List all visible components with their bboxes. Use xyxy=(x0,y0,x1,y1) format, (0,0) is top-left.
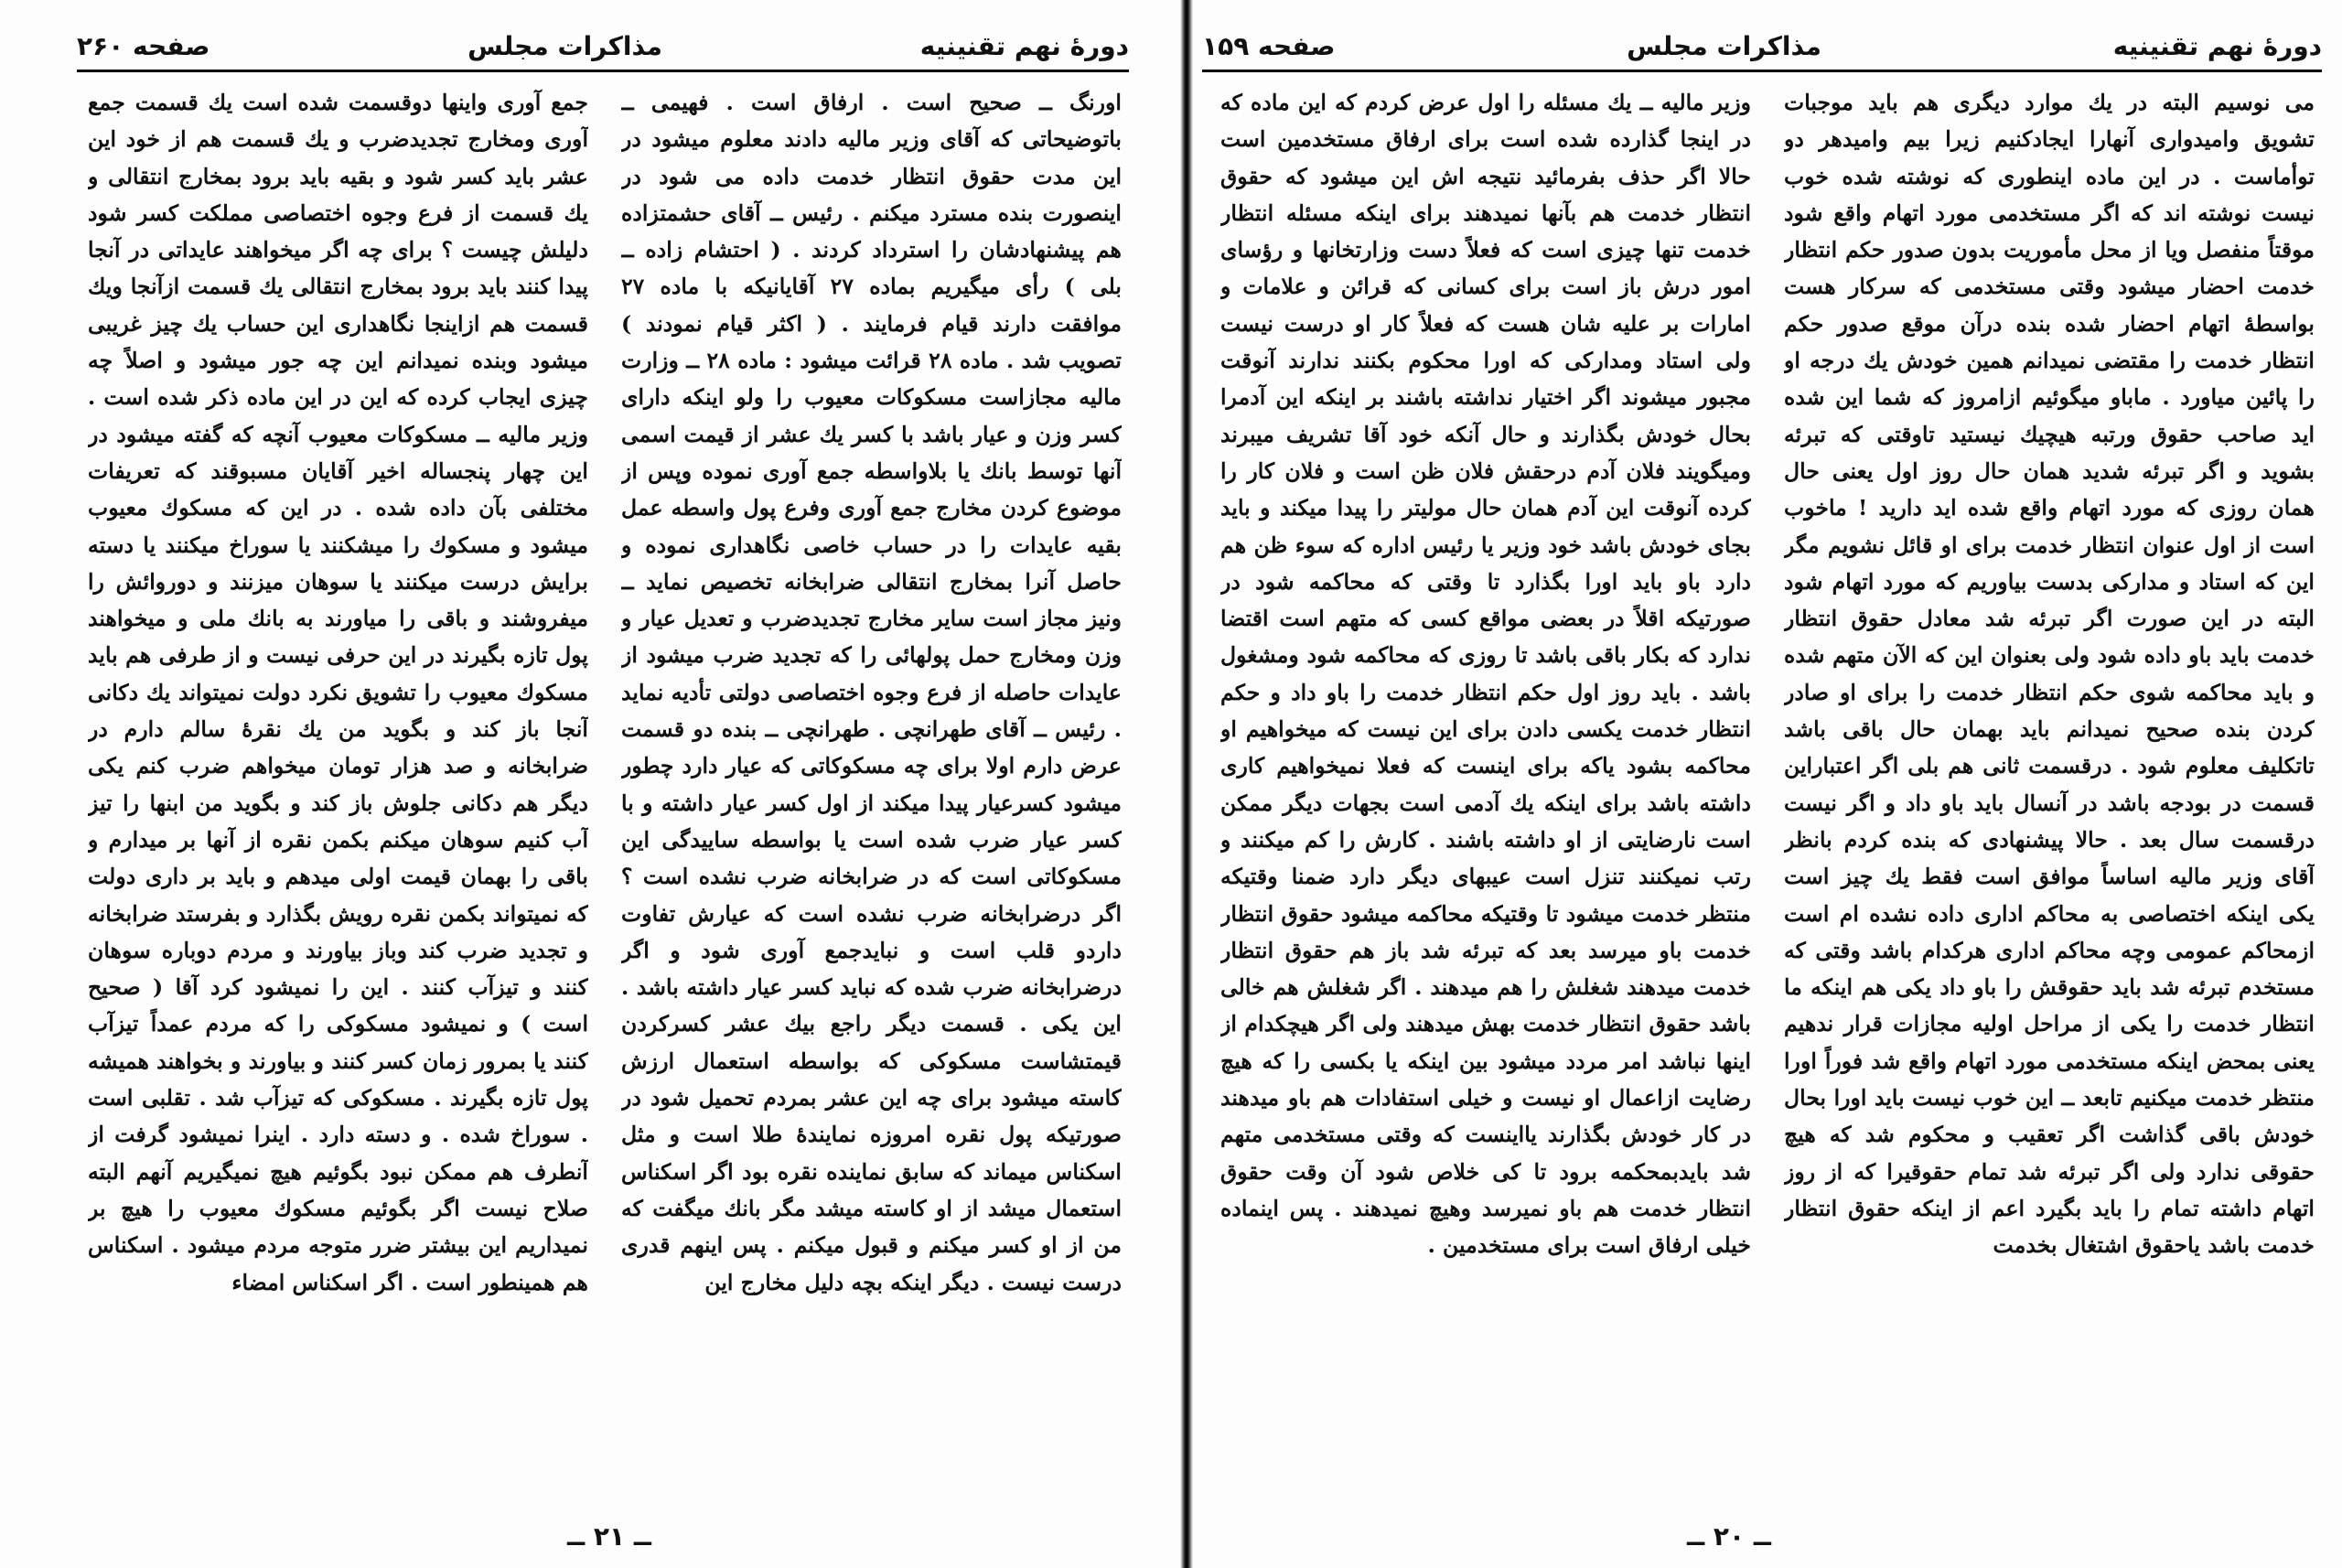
book-gutter xyxy=(1180,0,1193,1568)
text-column-left xyxy=(88,84,588,1504)
page-number-label: صفحه ۲۶۰ xyxy=(77,30,210,61)
journal-title: مذاکرات مجلس xyxy=(1627,30,1821,61)
page-header xyxy=(1202,24,2322,68)
page-header xyxy=(77,24,1129,68)
text-column-right xyxy=(621,84,1122,1504)
column-text: اورنگ ــ صحیح است . ارفاق است . فهیمی ــ باتوضیحاتی که آقای وزیر مالیه دادند معلوم میشود در این مدت حقوق انتظار خدمت داده می شود در اینصورت بنده مسترد میکنم . رئیس ــ آقای حشمتزاده هم پیشنهادشان را استرداد کردند . ( احتشام زاده ــ بلی ) رأی میگیریم بماده ۲۷ آقایانیکه با ماده ۲۷ موافقت دارند قیام فرمایند . ( اکثر قیام نمودند ) تصویب شد . ماده ۲۸ قرائت میشود : ماده ۲۸ ــ وزارت مالیه مجازاست مسکوکات معیوب را ولو اینکه دارای کسر وزن و عیار باشد با کسر یك عشر از قیمت اسمی آنها توسط بانك یا بلاواسطه جمع آوری نموده وپس از موضوع کردن مخارج جمع آوری وفرع پول واسطه عمل بقیه عایدات را در حساب خاصی نگاهداری نموده و حاصل آنرا بمخارج انتقالی ضرابخانه تخصیص نماید ــ ونیز مجاز است سایر مخارج تجدیدضرب و تعدیل عیار و وزن ومخارج حمل پولهائی را که تجدید ضرب میشود از عایدات حاصله از فرع وجوه اختصاصی دولتی تأدیه نماید . رئیس ــ آقای طهرانچی . طهرانچی ــ بنده دو قسمت عرض دارم اولا برای چه مسکوکاتی که عیار دارد چطور میشود کسرعیار پیدا میکند از اول کسر عیار داشته و با کسر عیار ضرب شده است یا بواسطه ساییدگی این مسکوکاتی است که در ضرابخانه ضرب نشده است ؟ اگر درضرابخانه ضرب نشده است که عیارش تفاوت داردو قلب است و نبایدجمع آوری شود و اگر درضرابخانه ضرب شده که نباید کسر عیار داشته باشد . این یکی . قسمت دیگر راجع بیك عشر کسرکردن قیمتشاست مسکوکی که بواسطه استعمال ارزش کاسته میشود برای چه این عشر بمردم تحمیل شود در صورتیکه پول نقره امروزه نمایندهٔ طلا است و مثل اسکناس میماند که سابق نماینده نقره بود اگر اسکناس استعمال میشد از او کاسته میشد مگر بانك میگفت که من از او کسر میکنم و قبول میکنم . پس اینهم قدری درست نیست . دیگر اینکه بچه دلیل مخارج این xyxy=(621,90,1122,1295)
column-text: جمع آوری واینها دوقسمت شده است یك قسمت جمع آوری ومخارج تجدیدضرب و یك قسمت هم از خود این عشر باید کسر شود و بقیه باید برود بمخارج انتقالی و یك قسمت از فرع وجوه اختصاصی مملکت کسر شود دلیلش چیست ؟ برای چه اگر میخواهند عایداتی در آنجا پیدا کنند باید برود بمخارج انتقالی یك قسمت ازآنجا ویك قسمت هم ازاینجا نگاهداری این حساب یك چیز غریبی میشود وبنده نمیدانم این چه جور میشود و اصلاً چه چیزی ایجاب کرده که این در این ماده ذکر شده است . وزیر مالیه ــ مسکوکات معیوب آنچه که گفته میشود در این چهار پنجساله اخیر آقایان مسبوقند که تعریفات مختلفی بآن داده شده . در این که مسکوك معیوب میشود و مسکوك را میشکنند یا سوراخ میکنند یا دسته برایش درست میکنند یا سوهان میزنند و دوروائش را میفروشند و باقی را میاورند به بانك ملی و میخواهند پول تازه بگیرند در این حرفی نیست و از طرفی هم باید مسکوك معیوب را تشویق نکرد دولت نمیتواند یك دکانی آنجا باز کند و بگوید من یك نقرهٔ سالم دارم در ضرابخانه و صد هزار تومان میخواهم ضرب کنم یکی دیگر هم دکانی جلوش باز کند و بگوید من ابنها را تیز آب کنیم سوهان میکنم بکمن نقره از آنها بر میدارم و باقی را بهمان قیمت اولی میدهم و باید بر داری دولت که نمیتواند بکمن نقره رویش بگذارد و بفرستد ضرابخانه و تجدید ضرب کند وباز بیاورند و مردم دوباره سوهان کنند و تیزآب کنند . این را نمیشود کرد آقا ( صحیح است ) و نمیشود مسکوکی را که مردم عمداً تیزآب کنند یا بمرور زمان کسر کنند و بیاورند و بخواهند همیشه پول تازه بگیرند . مسکوکی که تیزآب شد . تقلبی است . سوراخ شده . و دسته دارد . اینرا نمیشود گرفت از آنطرف هم ممکن نبود بگوئیم هیچ نمیگیریم آنهم البته صلاح نیست اگر بگوئیم مسکوك معیوب را هیچ بر نمیداریم این بیشتر ضرر متوجه مردم میشود . اسکناس هم همینطور است . اگر اسکناس امضاء xyxy=(88,90,588,1295)
page-footer-number: ــ ۲۰ ــ xyxy=(1687,1521,1771,1552)
right-page xyxy=(1193,0,2342,1568)
column-text: وزیر مالیه ــ یك مسئله را اول عرض کردم که این ماده که در اینجا گذارده شده است برای ارفاق مستخدمین است حالا اگر حذف بفرمائید نتیجه اش این میشود که حقوق انتظار خدمت هم بآنها نمیدهند برای اینکه مسئله انتظار خدمت تنها چیزی است که فعلاً دست وزارتخانها و رؤسای امور درش باز است برای کسانی که قرائن و علامات و امارات بر علیه شان هست که فعلاً کار او درست نیست ولی استاد ومدارکی که اورا محکوم بکنند ندارند آنوقت مجبور میشوند اگر اختیار نداشته باشند بر اینکه این آدمرا بحال خودش بگذارند و حال آنکه خود آقا تشریف میبرند ومیگویند فلان آدم درحقش فلان ظن است و فلان کار را کرده آنوقت این آدم همان حال مولیتر را پیدا میکند و باید بجای خودش باشد خود وزیر یا رئیس اداره که سوء ظن هم دارد باو باید اورا بگذارد تا وقتی که محاکمه شود در صورتیکه اقلاً در بعضی مواقع کسی که متهم است اقتضا ندارد که بکار باقی باشد تا روزی که محاکمه شود ومشغول باشد . باید روز اول حکم انتظار خدمت را باو داد و حکم انتظار خدمت یکسی دادن برای این نیست که میخواهیم او محاکمه بشود یاکه برای اینست که فعلا نمیخواهیم کاری داشته باشد برای اینکه یك آدمی است بجهات دیگر ممکن است نارضایتی از او داشته باشند . کارش را کم میکنند و رتب نمیکنند تنزل است عیبهای دیگر دارد ضمنا وقتیکه منتظر خدمت میشود تا وقتیکه محاکمه میشود حقوق انتظار خدمت باو میرسد بعد که تبرئه شد باز هم حقوق انتظار خدمت میدهند شغلش را هم میدهند . اگر شغلش هم خالی باشد حقوق انتظار خدمت بهش میدهند ولی اگر هیچکدام از اینها نباشد امر مردد میشود بین اینکه یا بکسی را که هیچ رضایت ازاعمال او نیست و خیلی استفادات هم باو میدهند در کار خودش بگذارند یااینست که وقتی مستخدمی متهم شد بایدبمحکمه برود تا کی خلاص شود آن وقت حقوق انتظار خدمت هم باو نمیرسد وهیچ نمیدهند . پس اینماده خیلی ارفاق است برای مستخدمین . xyxy=(1220,90,1751,1259)
session-label: دورۀ نهم تقنینیه xyxy=(919,30,1129,61)
text-column-right xyxy=(1784,84,2315,1504)
page-number-label: صفحه ۱۵۹ xyxy=(1202,30,1336,61)
text-columns xyxy=(1220,84,2315,1504)
column-text: می نوسیم البته در یك موارد دیگری هم باید موجبات تشویق وامیدواری آنهارا ایجادکنیم زیرا بیم وامیدهر دو توأماست . در این ماده اینطوری که نوشته شده خوب نیست نوشته اند که اگر مستخدمی مورد اتهام واقع شود موقتاً منفصل ویا از محل مأموریت بدون صدور حکم انتظار خدمت احضار میشود وقتی مستخدمی که سرکار هست بواسطهٔ اتهام احضار شده بنده درآن موقع صدور حکم انتظار خدمت را مقتضی نمیدانم همین خودش یك درجه او را پائین میاورد . ماباو میگوئیم ازامروز که شما این شده اید صاحب حقوق ورتبه هیچیك نیستید تاوقتی که تبرئه بشوید و اگر تبرئه شدید همان حال روز اول یعنی حال همان روزی که مورد اتهام واقع شده اید دارید ! ماخوب است از اول عنوان انتظار خدمت برای او قائل نشویم مگر این که استاد و مدارکی بدست بیاوریم که مورد اتهام شود البته در این صورت اگر تبرئه شد معادل حقوق انتظار خدمت باید باو داده شود ولی بعنوان این که الآن متهم شده و باید محاکمه شوی حکم انتظار خدمت را برای او صادر کردن بنده صحیح نمیدانم باید بهمان حال باقی باشد تاتکلیف معلوم شود . درقسمت ثانی هم بلی اگر اعتباراین قسمت در بودجه باشد در آنسال باید باو داد و اگر نیست درقسمت سال بعد . حالا پیشنهادی که بنده کردم بانظر آقای وزیر مالیه اساساً موافق است فقط یك چیز است یکی اینکه اختصاصی به محاکم اداری داده نشده ام است ازمحاکم عمومی وچه محاکم اداری هرکدام باشد وقتی که مستخدم تبرئه شد باید حقوقش را باو داد یکی هم اینکه ما انتظار خدمت را یکی از مراحل اولیه مجازات قرار ندهیم یعنی بمحض اینکه مستخدمی مورد اتهام واقع شد فوراً اورا منتظر خدمت میکنیم تابعد ــ این خوب نیست باید اورا بحال خودش باقی گذاشت اگر تعقیب و محکوم شد که هیچ حقوقی ندارد ولی اگر تبرئه شد تمام حقوقیرا که از روز اتهام داشته تمام را باید بگیرد اعم از اینکه حقوق انتظار خدمت باشد یاحقوق اشتغال بخدمت xyxy=(1784,90,2315,1259)
header-rule xyxy=(77,70,1129,72)
text-columns xyxy=(88,84,1122,1504)
page-footer-number: ــ ۲۱ ــ xyxy=(567,1521,651,1552)
text-column-left xyxy=(1220,84,1751,1504)
journal-title: مذاکرات مجلس xyxy=(467,30,662,61)
header-rule xyxy=(1202,70,2322,72)
session-label: دورۀ نهم تقنینیه xyxy=(2112,30,2322,61)
